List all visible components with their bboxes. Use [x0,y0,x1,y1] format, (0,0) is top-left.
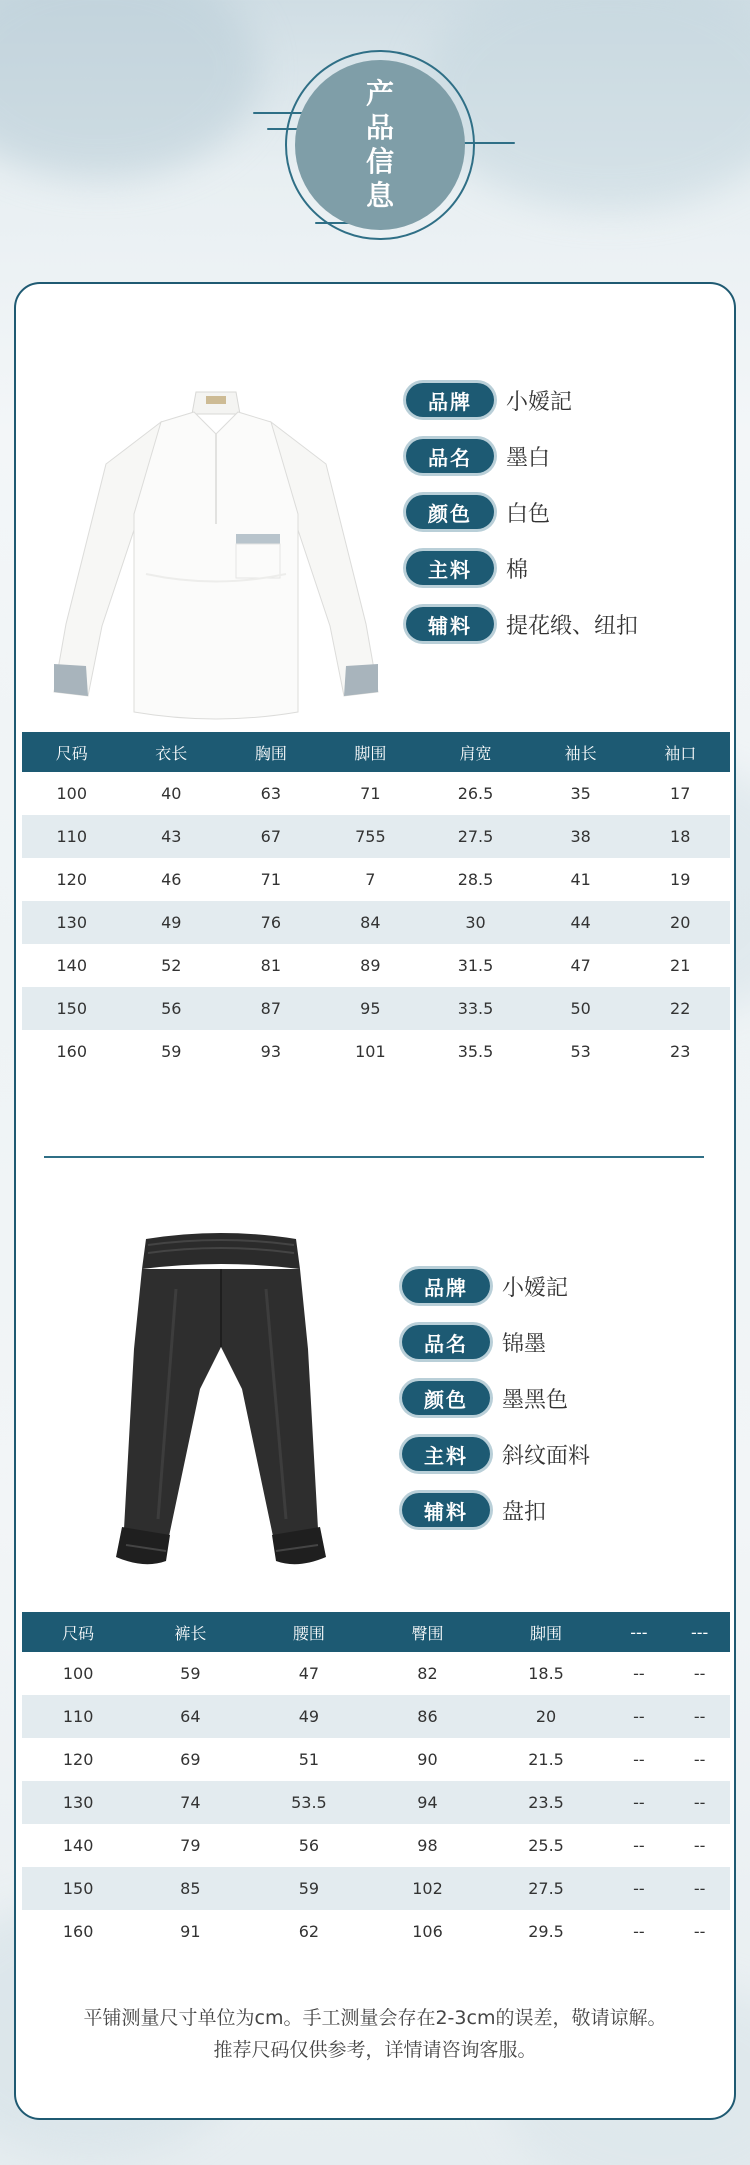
table-cell: 110 [22,815,122,858]
table-cell: 21 [670,956,691,975]
table-cell: 84 [321,901,421,944]
badge-circle [295,60,465,230]
table-cell: 140 [56,956,88,975]
column-header: 腰围 [246,1612,371,1652]
table-cell: 26.5 [457,784,494,803]
table-cell: 63 [260,784,281,803]
table-cell: 120 [56,870,88,889]
attr-value: 小嫒記 [506,389,573,415]
product2-attributes [402,1268,590,1548]
table-cell: 53 [570,1042,591,1061]
table-cell: 59 [161,1042,182,1061]
table-cell: 25.5 [528,1836,564,1855]
page-title: 产 品 信 息 [365,77,394,212]
table-row [22,901,730,944]
column-header: --- [669,1612,730,1652]
table-cell: 18 [630,815,730,858]
section-divider [44,1156,704,1158]
table-cell: 94 [371,1781,483,1824]
table-cell: 27.5 [420,815,531,858]
attr-value: 墨白 [506,445,551,471]
table-cell: 98 [417,1836,438,1855]
table-cell: 56 [298,1836,320,1855]
table-cell: 89 [360,956,381,975]
table-cell: 50 [531,987,631,1030]
attr-row-name [402,1324,590,1360]
table-cell: 87 [221,987,321,1030]
table-cell: 91 [180,1922,201,1941]
table-cell: 46 [161,870,182,889]
table-row [22,858,730,901]
attr-value: 墨黑色 [502,1387,569,1413]
section-title-badge [255,50,505,250]
table-cell: 160 [62,1922,94,1941]
attr-value: 盘扣 [502,1499,547,1525]
table-cell: 23.5 [484,1781,609,1824]
table-cell: 59 [180,1664,201,1683]
table-cell: -- [693,1750,706,1769]
table-cell: 102 [371,1867,483,1910]
product-info-card [14,282,736,2120]
table-cell: 130 [22,1781,134,1824]
table-cell: 31.5 [457,956,494,975]
attr-row-main-fabric [406,550,638,586]
table-cell: 69 [180,1750,201,1769]
table-cell: 43 [122,815,222,858]
attr-row-accessory [406,606,638,642]
table-cell: 110 [22,1695,134,1738]
table-cell: -- [633,1664,645,1683]
column-header: --- [608,1612,669,1652]
table-cell: 35.5 [457,1042,494,1061]
table-cell: 100 [56,784,88,803]
table-row [22,1030,730,1073]
table-cell: 101 [355,1042,386,1061]
table-row [22,1652,730,1695]
table-cell: 76 [221,901,321,944]
table-cell: 56 [122,987,222,1030]
attr-label: 品牌 [406,383,494,417]
attr-value: 白色 [506,501,551,527]
table-cell: 27.5 [484,1867,609,1910]
attr-label: 辅料 [406,607,494,641]
table-cell: 40 [161,784,182,803]
table-cell: -- [633,1750,645,1769]
table-cell: -- [633,1836,645,1855]
table-cell: -- [693,1836,706,1855]
table-row [22,772,730,815]
table-cell: 93 [260,1042,281,1061]
table-cell: -- [669,1781,730,1824]
white-shirt-image [36,374,396,734]
attr-row-brand [402,1268,590,1304]
table-cell: -- [693,1664,706,1683]
attr-label: 品名 [402,1325,490,1359]
table-header-row [22,1612,730,1652]
table-cell: 120 [62,1750,94,1769]
table-row [22,944,730,987]
attr-value: 锦墨 [502,1331,547,1357]
attr-row-main-fabric [402,1436,590,1472]
table-cell: 47 [570,956,591,975]
table-cell: 95 [321,987,421,1030]
table-cell: 86 [371,1695,483,1738]
table-cell: 19 [670,870,691,889]
table-cell: 49 [246,1695,371,1738]
column-header: 胸围 [221,732,321,772]
table-cell: 64 [134,1695,246,1738]
table-cell: 35 [570,784,591,803]
table-cell: 41 [570,870,591,889]
table-cell: 44 [531,901,631,944]
column-header: 袖长 [531,732,631,772]
table-cell: 85 [134,1867,246,1910]
table-cell: -- [608,1695,669,1738]
attr-value: 提花缎、纽扣 [506,613,639,639]
table-row [22,1781,730,1824]
table-cell: 90 [417,1750,438,1769]
table-cell: 30 [420,901,531,944]
table-cell: 49 [122,901,222,944]
table-row [22,1695,730,1738]
table-cell: 20 [630,901,730,944]
column-header: 尺码 [22,1612,134,1652]
table-cell: 150 [22,987,122,1030]
table-cell: 47 [298,1664,320,1683]
table-cell: 755 [321,815,421,858]
table-cell: 38 [531,815,631,858]
column-header: 袖口 [630,732,730,772]
attr-label: 品名 [406,439,494,473]
table-cell: 52 [161,956,182,975]
black-pants-image [86,1229,356,1574]
table-cell: 67 [221,815,321,858]
column-header: 脚围 [321,732,421,772]
table-cell: 18.5 [528,1664,564,1683]
table-cell: -- [633,1922,645,1941]
shirt-size-table [22,732,730,1073]
attr-row-brand [406,382,638,418]
table-cell: 71 [360,784,381,803]
attr-row-color [402,1380,590,1416]
table-cell: 71 [260,870,281,889]
table-cell: 62 [298,1922,320,1941]
table-cell: 29.5 [528,1922,564,1941]
note-line: 推荐尺码仅供参考，详情请咨询客服。 [213,2039,537,2061]
watercolor-wash [0,0,260,180]
table-cell: 160 [56,1042,88,1061]
table-cell: 53.5 [246,1781,371,1824]
table-cell: -- [608,1781,669,1824]
column-header: 尺码 [22,732,122,772]
table-cell: 7 [365,870,376,889]
shirt-icon [36,374,396,734]
table-cell: -- [608,1867,669,1910]
attr-label: 主料 [406,551,494,585]
table-cell: -- [669,1867,730,1910]
table-cell: 100 [62,1664,94,1683]
table-cell: 28.5 [457,870,494,889]
column-header: 衣长 [122,732,222,772]
attr-row-accessory [402,1492,590,1528]
measurement-note [16,2002,734,2066]
attr-label: 辅料 [402,1493,490,1527]
table-row [22,815,730,858]
table-cell: 140 [62,1836,94,1855]
attr-value: 棉 [506,557,529,583]
attr-row-color [406,494,638,530]
table-cell: 17 [670,784,691,803]
table-cell: 23 [670,1042,691,1061]
attr-value: 小嫒記 [502,1275,569,1301]
column-header: 肩宽 [420,732,531,772]
note-line: 平铺测量尺寸单位为cm。手工测量会存在2-3cm的误差，敬请谅解。 [83,2007,667,2029]
table-cell: 106 [412,1922,443,1941]
table-cell: 21.5 [528,1750,564,1769]
table-header-row [22,732,730,772]
attr-row-name [406,438,638,474]
table-cell: 130 [22,901,122,944]
table-row [22,1867,730,1910]
pants-size-table [22,1612,730,1953]
table-cell: 81 [260,956,281,975]
table-row [22,1824,730,1867]
pants-icon [86,1229,356,1574]
table-cell: 51 [298,1750,320,1769]
table-cell: 20 [484,1695,609,1738]
table-cell: 33.5 [420,987,531,1030]
table-cell: 22 [630,987,730,1030]
table-row [22,1738,730,1781]
table-cell: 150 [22,1867,134,1910]
column-header: 裤长 [134,1612,246,1652]
table-cell: -- [693,1922,706,1941]
table-row [22,1910,730,1953]
attr-label: 颜色 [406,495,494,529]
table-cell: -- [669,1695,730,1738]
table-cell: 59 [246,1867,371,1910]
column-header: 臀围 [371,1612,483,1652]
table-cell: 82 [417,1664,438,1683]
column-header: 脚围 [484,1612,609,1652]
attr-label: 品牌 [402,1269,490,1303]
table-cell: 74 [134,1781,246,1824]
product1-attributes [406,382,638,662]
attr-label: 颜色 [402,1381,490,1415]
table-row [22,987,730,1030]
attr-value: 斜纹面料 [502,1443,591,1469]
attr-label: 主料 [402,1437,490,1471]
table-cell: 79 [180,1836,201,1855]
